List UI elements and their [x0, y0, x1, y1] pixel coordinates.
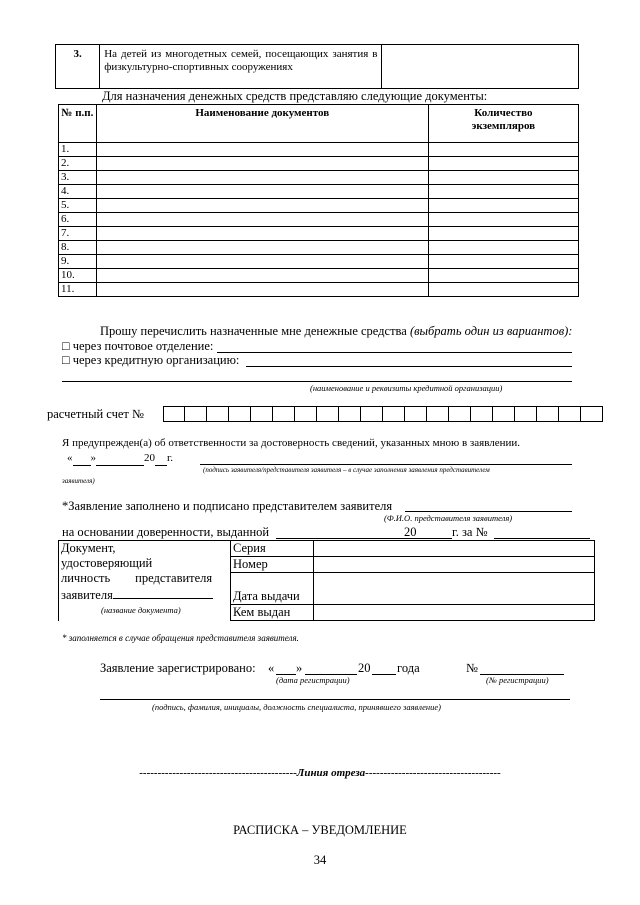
row-document-name-field[interactable] [96, 269, 428, 283]
col-qty-header: Количество экземпляров [428, 105, 578, 143]
row-document-name-field[interactable] [96, 283, 428, 297]
applicant-signature-line[interactable] [200, 464, 572, 465]
doc-line4: заявителя [61, 588, 113, 602]
issue-date-field[interactable] [314, 573, 595, 605]
doc-line4-row [61, 586, 228, 603]
top-row-number: 3. [56, 45, 100, 89]
row-document-name-field[interactable] [96, 199, 428, 213]
row-quantity-field[interactable] [428, 185, 578, 199]
row-number: 11. [59, 283, 97, 297]
reg-number-sign: № [466, 661, 478, 675]
specialist-signature-caption: (подпись, фамилия, инициалы, должность специалиста, принявшего заявление) [152, 702, 441, 712]
doc-name-field[interactable] [113, 586, 213, 599]
bank-caption: (наименование и реквизиты кредитной организации) [310, 383, 503, 393]
documents-table [58, 104, 579, 297]
row-quantity-field[interactable] [428, 157, 578, 171]
number-field[interactable] [314, 557, 595, 573]
table-row [59, 269, 579, 283]
reg-year-prefix: 20 [358, 661, 371, 675]
doc-line3: личность представителя [61, 571, 213, 585]
option-bank-label: через кредитную организацию: [72, 353, 240, 367]
representative-text: *Заявление заполнено и подписано представителем заявителя [62, 499, 393, 513]
table-row [59, 255, 579, 269]
top-row-text: На детей из многодетных семей, посещающих занятия в физкультурно-спортивных сооружениях [100, 45, 382, 89]
series-label: Серия [231, 541, 314, 557]
reg-date-open: « [268, 661, 275, 675]
warning-date[interactable] [67, 452, 173, 466]
row-number: 3. [59, 171, 97, 185]
account-number-cells[interactable] [163, 406, 623, 422]
proxy-label: на основании доверенности, выданной [62, 525, 270, 539]
cut-dashes-right: ------------------------------------- [365, 767, 501, 779]
reg-date-close: » [296, 661, 303, 675]
row-document-name-field[interactable] [96, 227, 428, 241]
top-row-table [55, 44, 579, 89]
table-row [59, 157, 579, 171]
table-row [59, 143, 579, 157]
cut-line [0, 767, 640, 780]
row-document-name-field[interactable] [96, 171, 428, 185]
proxy-text [62, 525, 590, 540]
proxy-year-field[interactable] [420, 538, 450, 539]
doc-caption: (название документа) [101, 605, 181, 615]
row-quantity-field[interactable] [428, 143, 578, 157]
account-label: расчетный счет № [47, 407, 144, 421]
row-document-name-field[interactable] [96, 185, 428, 199]
option-post-label: через почтовое отделение: [72, 339, 214, 353]
account-digit-cell[interactable] [273, 406, 295, 422]
row-quantity-field[interactable] [428, 255, 578, 269]
account-digit-cell[interactable] [449, 406, 471, 422]
account-digit-cell[interactable] [581, 406, 603, 422]
checkbox-bank[interactable]: □ [62, 353, 70, 367]
transfer-intro-text: Прошу перечислить назначенные мне денежные средства [100, 324, 407, 338]
year-prefix: 20 [144, 452, 155, 464]
transfer-intro-note: (выбрать один из вариантов): [409, 324, 573, 338]
row-number: 1. [59, 143, 97, 157]
doc-line1: Документ, [61, 541, 116, 555]
account-digit-cell[interactable] [427, 406, 449, 422]
account-digit-cell[interactable] [185, 406, 207, 422]
proxy-number-field[interactable] [494, 538, 590, 539]
table-row [59, 171, 579, 185]
date-close-quote: » [90, 452, 96, 464]
table-row [59, 199, 579, 213]
transfer-intro [100, 324, 572, 339]
account-digit-cell[interactable] [537, 406, 559, 422]
signature-caption-2: заявителя) [62, 477, 95, 485]
registration-label: Заявление зарегистрировано: [100, 661, 256, 675]
row-document-name-field[interactable] [96, 157, 428, 171]
account-digit-cell[interactable] [383, 406, 405, 422]
account-digit-cell[interactable] [493, 406, 515, 422]
table-row [59, 185, 579, 199]
date-open-quote: « [67, 452, 73, 464]
doc-line2: удостоверяющий [61, 556, 153, 570]
representative-footnote: * заполняется в случае обращения представителя заявителя. [62, 633, 299, 643]
account-digit-cell[interactable] [405, 406, 427, 422]
proxy-year: 20 [404, 525, 417, 539]
table-row [59, 227, 579, 241]
month-field[interactable] [96, 452, 144, 466]
cut-line-label: Линия отреза [296, 767, 366, 779]
row-number: 10. [59, 269, 97, 283]
row-quantity-field[interactable] [428, 199, 578, 213]
reg-year-suffix: года [397, 661, 420, 675]
series-field[interactable] [314, 541, 595, 557]
account-digit-cell[interactable] [251, 406, 273, 422]
page-number: 34 [313, 853, 327, 867]
row-number: 7. [59, 227, 97, 241]
reg-year-field[interactable] [372, 674, 396, 675]
option-post[interactable] [62, 339, 572, 354]
signature-caption-1: (подпись заявителя/представителя заявителя – в случае заполнения заявления представителем [203, 466, 490, 474]
row-number: 9. [59, 255, 97, 269]
top-row-value-cell[interactable] [382, 45, 579, 89]
specialist-signature-line[interactable] [100, 699, 570, 700]
account-digit-cell[interactable] [295, 406, 317, 422]
representative-fio-line[interactable] [405, 511, 572, 512]
col-name-header: Наименование документов [96, 105, 428, 143]
col-no-header: № п.п. [59, 105, 97, 143]
row-number: 8. [59, 241, 97, 255]
bank-details-line[interactable] [62, 381, 572, 382]
row-quantity-field[interactable] [428, 171, 578, 185]
row-number: 2. [59, 157, 97, 171]
row-quantity-field[interactable] [428, 227, 578, 241]
row-quantity-field[interactable] [428, 283, 578, 297]
row-number: 5. [59, 199, 97, 213]
account-digit-cell[interactable] [339, 406, 361, 422]
row-quantity-field[interactable] [428, 241, 578, 255]
issued-by-label: Кем выдан [231, 605, 314, 621]
docs-intro: Для назначения денежных средств представляю следующие документы: [102, 89, 488, 103]
reg-number-caption: (№ регистрации) [486, 675, 549, 685]
reg-date-caption: (дата регистрации) [276, 675, 350, 685]
account-digit-cell[interactable] [229, 406, 251, 422]
option-bank[interactable] [62, 353, 572, 368]
account-digit-cell[interactable] [471, 406, 493, 422]
account-digit-cell[interactable] [163, 406, 185, 422]
row-document-name-field[interactable] [96, 241, 428, 255]
day-field[interactable] [73, 452, 91, 466]
warning-text: Я предупрежден(а) об ответственности за достоверность сведений, указанных мною в заявлении. [62, 437, 521, 449]
year-suffix: г. [167, 452, 174, 464]
table-row [59, 213, 579, 227]
table-row [59, 283, 579, 297]
checkbox-post[interactable]: □ [62, 339, 70, 353]
row-number: 6. [59, 213, 97, 227]
issued-by-field[interactable] [314, 605, 595, 621]
fio-caption: (Ф.И.О. представителя заявителя) [384, 513, 513, 523]
bank-input-line[interactable] [246, 366, 572, 367]
representative-doc-table [58, 540, 595, 621]
row-quantity-field[interactable] [428, 213, 578, 227]
account-digit-cell[interactable] [515, 406, 537, 422]
registration-line [100, 661, 570, 676]
row-quantity-field[interactable] [428, 269, 578, 283]
doc-label-cell [59, 541, 231, 621]
cut-dashes-left: ------------------------------------------- [139, 767, 297, 779]
account-digit-cell[interactable] [361, 406, 383, 422]
proxy-suffix: г. за № [452, 525, 488, 539]
table-row [59, 241, 579, 255]
row-document-name-field[interactable] [96, 213, 428, 227]
account-digit-cell[interactable] [317, 406, 339, 422]
receipt-title: РАСПИСКА – УВЕДОМЛЕНИЕ [233, 823, 407, 837]
row-number: 4. [59, 185, 97, 199]
row-document-name-field[interactable] [96, 143, 428, 157]
account-digit-cell[interactable] [559, 406, 581, 422]
issue-date-label: Дата выдачи [231, 573, 314, 605]
row-document-name-field[interactable] [96, 255, 428, 269]
account-digit-cell[interactable] [207, 406, 229, 422]
year-field[interactable] [155, 452, 167, 466]
number-label: Номер [231, 557, 314, 573]
